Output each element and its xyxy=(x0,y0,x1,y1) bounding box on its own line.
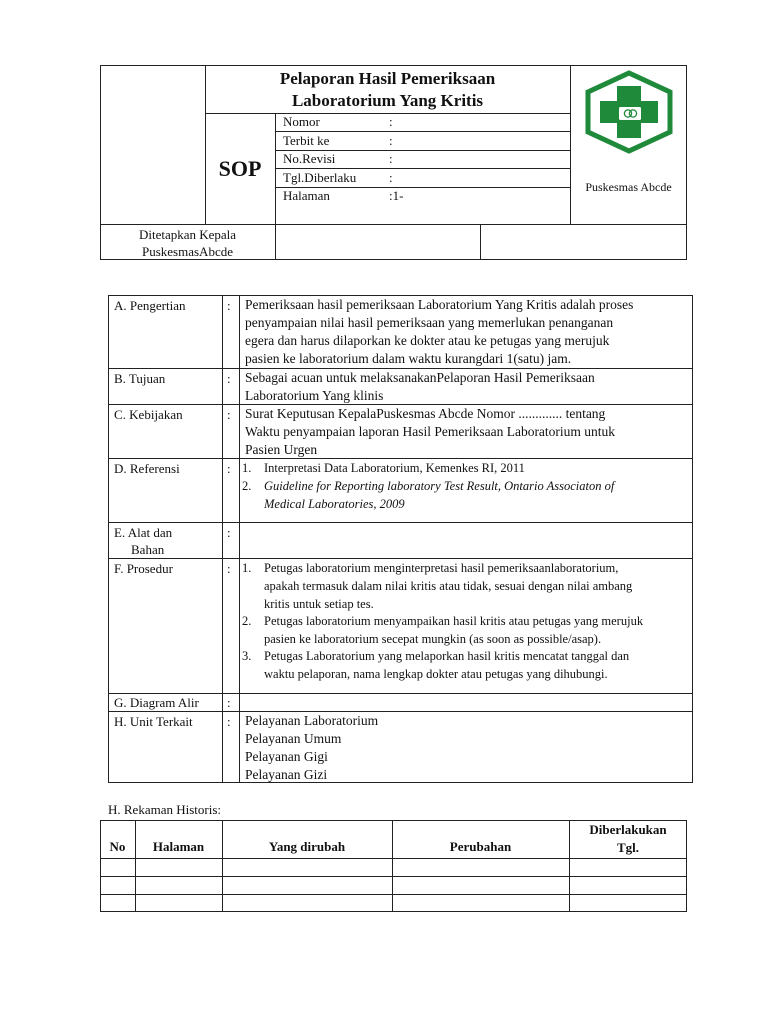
procedure-step xyxy=(242,647,688,683)
section-label-kebijakan: C. Kebijakan xyxy=(114,407,183,422)
column-header-yang-dirubah: Yang dirubah xyxy=(268,839,346,854)
list-text: Medical Laboratories, 2009 xyxy=(264,497,405,511)
meta-value: : xyxy=(389,132,393,148)
content-line: penyampaian nilai hasil pemeriksaan yang memerlukan penanganan xyxy=(245,315,614,330)
stamp-line: Ditetapkan Kepala xyxy=(138,227,237,242)
section-label-referensi: D. Referensi xyxy=(114,461,180,476)
stamp-line: PuskesmasAbcde xyxy=(142,244,233,259)
meta-row-tgl xyxy=(275,169,570,188)
content-line: Surat Keputusan KepalaPuskesmas Abcde Nomor ............. tentang xyxy=(245,406,606,421)
section-colon: : xyxy=(227,461,231,476)
list-text: Petugas laboratorium menginterpretasi hasil pemeriksaanlaboratorium, xyxy=(264,561,619,575)
list-text: apakah termasuk dalam nilai kritis atau tidak, sesuai dengan nilai ambang xyxy=(264,579,633,593)
section-label-tujuan: B. Tujuan xyxy=(114,371,166,386)
content-line: pasien ke laboratorium dalam waktu kurangdari 1(satu) jam. xyxy=(245,351,572,366)
section-content-unit xyxy=(245,712,687,784)
header-line: Diberlakukan xyxy=(589,822,667,837)
history-title: H. Rekaman Historis: xyxy=(108,802,222,817)
meta-row-revisi xyxy=(275,150,570,169)
meta-row-nomor xyxy=(275,113,570,132)
header-line: Tgl. xyxy=(616,840,640,855)
column-header-perubahan: Perubahan xyxy=(449,839,512,854)
list-text: pasien ke laboratorium secepat mungkin (as soon as possible/asap). xyxy=(264,632,602,646)
meta-label: Halaman xyxy=(283,188,330,203)
section-label-diagram: G. Diagram Alir xyxy=(114,695,199,710)
row-divider xyxy=(100,894,687,895)
meta-label: Nomor xyxy=(283,114,320,129)
header-divider xyxy=(480,224,481,260)
column-header-no: No xyxy=(109,839,126,854)
section-label-alat xyxy=(114,524,172,558)
procedure-step xyxy=(242,612,688,648)
section-content-kebijakan xyxy=(245,405,687,459)
health-cross-logo-icon xyxy=(583,70,675,154)
list-number: 3. xyxy=(242,649,252,663)
list-number: 2. xyxy=(242,614,252,628)
list-number: 1. xyxy=(242,461,252,475)
section-label-prosedur: F. Prosedur xyxy=(114,561,173,576)
content-line: Pelayanan Gizi xyxy=(245,767,328,782)
document-title xyxy=(205,65,570,113)
section-content-tujuan xyxy=(245,369,687,405)
list-number: 2. xyxy=(242,479,252,493)
meta-value: :1- xyxy=(389,188,404,203)
section-content-pengertian xyxy=(245,296,687,368)
section-colon: : xyxy=(227,695,231,710)
reference-item xyxy=(242,477,688,513)
section-colon: : xyxy=(227,714,231,729)
meta-value: : xyxy=(389,151,393,166)
meta-row-terbit xyxy=(275,132,570,151)
list-number: 1. xyxy=(242,561,252,575)
procedure-step xyxy=(242,559,688,613)
list-text: Petugas laboratorium menyampaikan hasil kritis atau petugas yang merujuk xyxy=(264,614,644,628)
meta-value: : xyxy=(389,114,393,129)
section-colon: : xyxy=(227,298,231,313)
title-line: Pelaporan Hasil Pemeriksaan xyxy=(279,69,496,88)
label-line: Bahan xyxy=(131,542,165,557)
meta-label: Tgl.Diberlaku xyxy=(283,169,357,185)
list-text: waktu pelaporan, nama lengkap dokter atau petugas yang dihubungi. xyxy=(264,667,608,681)
title-line: Laboratorium Yang Kritis xyxy=(291,91,484,110)
section-colon: : xyxy=(227,371,231,386)
row-divider xyxy=(100,858,687,859)
content-line: Pasien Urgen xyxy=(245,442,318,457)
content-line: Laboratorium Yang klinis xyxy=(245,388,384,403)
content-line: Sebagai acuan untuk melaksanakanPelaporan Hasil Pemeriksaan xyxy=(245,370,595,385)
content-line: Pemeriksaan hasil pemeriksaan Laboratorium Yang Kritis adalah proses xyxy=(245,297,634,312)
label-line: E. Alat dan xyxy=(114,525,173,540)
meta-label: Terbit ke xyxy=(283,132,330,148)
column-header-diberlakukan xyxy=(569,820,687,858)
stamp-label xyxy=(100,224,275,260)
meta-label: No.Revisi xyxy=(283,151,336,166)
content-line: Pelayanan Gigi xyxy=(245,749,328,764)
column-header-halaman: Halaman xyxy=(152,839,205,854)
list-text: Petugas Laboratorium yang melaporkan hasil kritis mencatat tanggal dan xyxy=(264,649,630,663)
section-colon: : xyxy=(227,561,231,576)
meta-row-halaman xyxy=(275,187,570,206)
list-text: kritis untuk setiap tes. xyxy=(264,597,374,611)
section-label-unit: H. Unit Terkait xyxy=(114,714,193,729)
reference-item xyxy=(242,459,688,477)
section-colon: : xyxy=(227,407,231,422)
org-name: Puskesmas Abcde xyxy=(585,180,672,194)
row-divider xyxy=(108,522,693,523)
content-line: Pelayanan Laboratorium xyxy=(245,713,379,728)
sop-label: SOP xyxy=(218,155,262,181)
content-line: Waktu penyampaian laporan Hasil Pemeriksaan Laboratorium untuk xyxy=(245,424,616,439)
section-colon: : xyxy=(227,525,231,540)
content-line: Pelayanan Umum xyxy=(245,731,342,746)
content-line: egera dan harus dilaporkan ke dokter atau ke petugas yang merujuk xyxy=(245,333,610,348)
list-text: Interpretasi Data Laboratorium, Kemenkes RI, 2011 xyxy=(264,461,525,475)
section-label-pengertian: A. Pengertian xyxy=(114,298,186,313)
row-divider xyxy=(100,876,687,877)
header-divider xyxy=(570,65,571,224)
meta-value: : xyxy=(389,169,393,185)
list-text: Guideline for Reporting laboratory Test Result, Ontario Associaton of xyxy=(264,479,615,493)
